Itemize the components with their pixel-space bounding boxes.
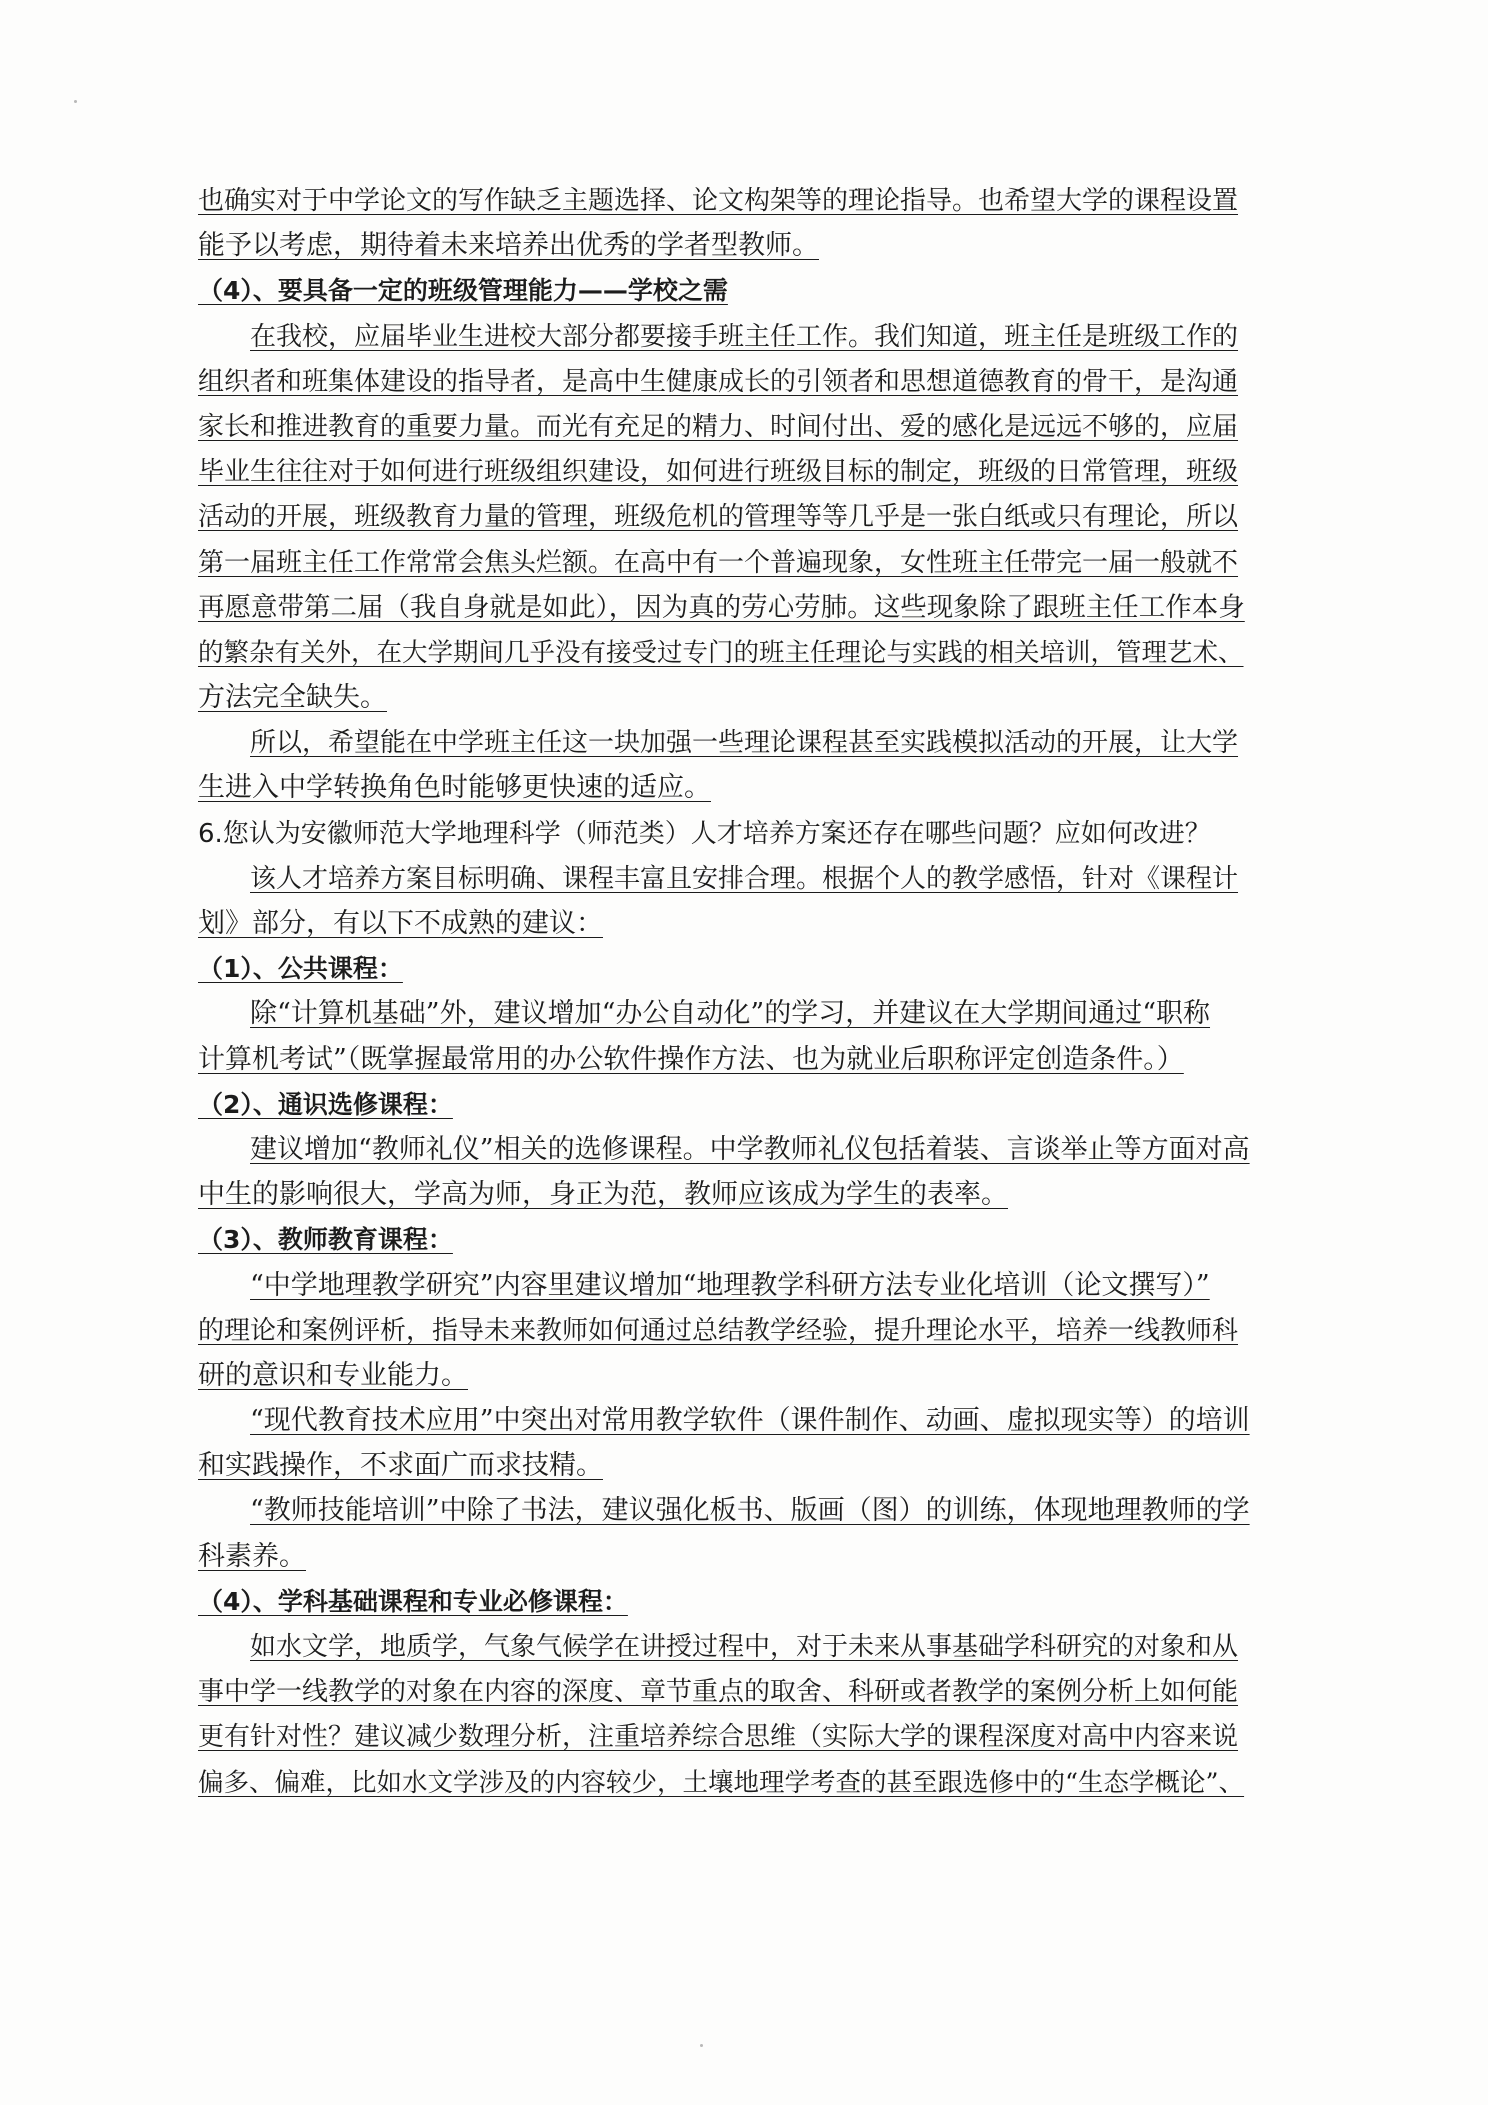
scan-speck	[74, 100, 77, 103]
line-text: （3）、教师教育课程：	[198, 1225, 453, 1255]
line-text: “现代教育技术应用”中突出对常用教学软件（课件制作、动画、虚拟现实等）的培训	[250, 1405, 1250, 1437]
text-line	[198, 494, 1250, 539]
line-text: 在我校，应届毕业生进校大部分都要接手班主任工作。我们知道，班主任是班级工作的	[250, 321, 1239, 352]
line-text: 建议增加“教师礼仪”相关的选修课程。中学教师礼仪包括着装、言谈举止等方面对高	[250, 1133, 1250, 1165]
text-line	[198, 1443, 1250, 1488]
line-text: 更有针对性？建议减少数理分析，注重培养综合思维（实际大学的课程深度对高中内容来说	[198, 1722, 1239, 1753]
text-line	[198, 585, 1250, 630]
text-line	[198, 720, 1250, 765]
section-heading	[198, 1082, 1250, 1127]
line-text: 6.您认为安徽师范大学地理科学（师范类）人才培养方案还存在哪些问题？应如何改进？	[198, 818, 1211, 849]
question-line	[198, 811, 1250, 856]
text-line	[198, 1714, 1250, 1759]
line-text: （4）、学科基础课程和专业必修课程：	[198, 1586, 628, 1616]
text-line	[198, 1353, 1250, 1398]
section-heading	[198, 268, 1250, 313]
line-text: 的理论和案例评析，指导未来教师如何通过总结教学经验，提升理论水平，培养一线教师科	[198, 1315, 1239, 1346]
line-text: （1）、公共课程：	[198, 954, 403, 984]
line-text: 方法完全缺失。	[198, 682, 387, 714]
line-text: “教师技能培训”中除了书法，建议强化板书、版画（图）的训练，体现地理教师的学	[250, 1495, 1250, 1527]
text-line	[198, 765, 1250, 810]
text-line	[198, 1669, 1250, 1714]
line-text: 第一届班主任工作常常会焦头烂额。在高中有一个普遍现象，女性班主任带完一届一般就不	[198, 547, 1239, 578]
line-text: 划》部分，有以下不成熟的建议：	[198, 908, 603, 939]
line-text: 偏多、偏难，比如水文学涉及的内容较少，土壤地理学考查的甚至跟选修中的“生态学概论”、	[198, 1767, 1245, 1798]
text-line	[198, 1037, 1250, 1082]
text-line	[198, 901, 1250, 946]
line-text: 事中学一线教学的对象在内容的深度、章节重点的取舍、科研或者教学的案例分析上如何能	[198, 1677, 1239, 1708]
text-line	[198, 675, 1250, 720]
document-body	[198, 178, 1250, 1805]
line-text: 和实践操作，不求面广而求技精。	[198, 1450, 603, 1482]
text-line	[198, 1624, 1250, 1669]
text-line	[198, 1534, 1250, 1579]
section-heading	[198, 1217, 1250, 1262]
text-line	[198, 359, 1250, 404]
text-line	[198, 404, 1250, 449]
line-text: 毕业生往往对于如何进行班级组织建设，如何进行班级目标的制定，班级的日常管理，班级	[198, 457, 1239, 488]
line-text: 活动的开展，班级教育力量的管理，班级危机的管理等等几乎是一张白纸或只有理论，所以	[198, 502, 1239, 533]
line-text: 组织者和班集体建设的指导者，是高中生健康成长的引领者和思想道德教育的骨干，是沟通	[198, 366, 1239, 397]
text-line	[198, 1263, 1250, 1308]
line-text: 中生的影响很大，学高为师，身正为范，教师应该成为学生的表率。	[198, 1179, 1008, 1211]
line-text: 科素养。	[198, 1540, 306, 1572]
text-line	[198, 1398, 1250, 1443]
text-line	[198, 1488, 1250, 1533]
line-text: 也确实对于中学论文的写作缺乏主题选择、论文构架等的理论指导。也希望大学的课程设置	[198, 186, 1239, 216]
text-line	[198, 540, 1250, 585]
text-line	[198, 630, 1250, 675]
line-text: 计算机考试”（既掌握最常用的办公软件操作方法、也为就业后职称评定创造条件。）	[198, 1043, 1184, 1075]
line-text: 如水文学，地质学，气象气候学在讲授过程中，对于未来从事基础学科研究的对象和从	[250, 1632, 1239, 1662]
text-line	[198, 314, 1250, 359]
line-text: 家长和推进教育的重要力量。而光有充足的精力、时间付出、爱的感化是远远不够的，应届	[198, 411, 1239, 442]
line-text: “中学地理教学研究”内容里建议增加“地理教学科研方法专业化培训（论文撰写）”	[250, 1269, 1210, 1301]
text-line	[198, 991, 1250, 1036]
text-line	[198, 449, 1250, 494]
scan-speck	[700, 2044, 703, 2047]
text-line	[198, 856, 1250, 901]
text-line	[198, 1127, 1250, 1172]
line-text: 除“计算机基础”外，建议增加“办公自动化”的学习，并建议在大学期间通过“职称	[250, 998, 1211, 1030]
line-text: 的繁杂有关外，在大学期间几乎没有接受过专门的班主任理论与实践的相关培训，管理艺术、	[198, 637, 1244, 668]
line-text: 生进入中学转换角色时能够更快速的适应。	[198, 772, 711, 804]
line-text: 能予以考虑，期待着未来培养出优秀的学者型教师。	[198, 230, 819, 262]
line-text: 所以，希望能在中学班主任这一块加强一些理论课程甚至实践模拟活动的开展，让大学	[250, 728, 1239, 759]
line-text: （4）、要具备一定的班级管理能力——学校之需	[198, 276, 728, 306]
section-heading	[198, 1579, 1250, 1624]
line-text: 再愿意带第二届（我自身就是如此），因为真的劳心劳肺。这些现象除了跟班主任工作本身	[198, 591, 1245, 623]
text-line	[198, 1172, 1250, 1217]
text-line	[198, 1760, 1250, 1805]
line-text: 该人才培养方案目标明确、课程丰富且安排合理。根据个人的教学感悟，针对《课程计	[250, 863, 1239, 894]
text-line	[198, 1308, 1250, 1353]
text-line	[198, 223, 1250, 268]
line-text: （2）、通识选修课程：	[198, 1089, 453, 1119]
line-text: 研的意识和专业能力。	[198, 1359, 468, 1391]
section-heading	[198, 946, 1250, 991]
text-line	[198, 178, 1250, 223]
